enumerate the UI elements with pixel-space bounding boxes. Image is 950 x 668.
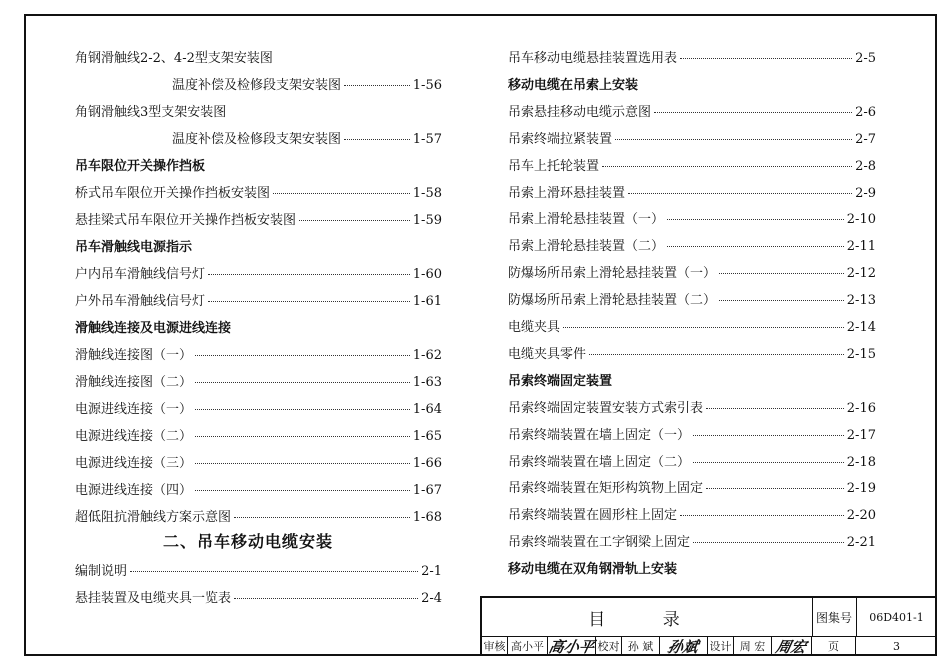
toc-entry	[508, 155, 876, 174]
toc-entry	[508, 101, 876, 120]
leader-dots	[234, 598, 418, 599]
toc-entry	[75, 209, 442, 228]
toc-entry-title: 电源进线连接（二）	[75, 429, 193, 444]
toc-entry-title: 温度补偿及检修段支架安装图	[172, 132, 342, 147]
toc-entry	[508, 477, 876, 496]
toc-entry	[75, 479, 442, 498]
leader-dots	[706, 408, 844, 409]
toc-entry-title: 悬挂装置及电缆夹具一览表	[75, 591, 232, 606]
toc-entry	[75, 263, 442, 282]
toc-entry	[508, 451, 876, 470]
section-heading: 吊车滑触线电源指示	[75, 240, 193, 255]
toc-entry-page: 1-61	[412, 294, 442, 309]
toc-entry-page: 2-8	[855, 158, 876, 174]
toc-entry-page: 2-6	[855, 104, 876, 120]
leader-dots	[195, 409, 410, 410]
leader-dots	[195, 382, 410, 383]
design-label: 设计	[708, 636, 734, 656]
leader-dots	[602, 166, 852, 167]
toc-entry	[508, 182, 876, 201]
toc-entry	[172, 74, 442, 93]
toc-entry	[75, 290, 442, 309]
toc-entry-page: 2-14	[846, 320, 876, 335]
title-block-top-row	[482, 598, 937, 637]
toc-entry-title: 吊车移动电缆悬挂装置选用表	[508, 51, 678, 66]
toc-entry-page: 1-66	[412, 456, 442, 471]
leader-dots	[195, 355, 410, 356]
leader-dots	[680, 58, 852, 59]
toc-entry-page: 2-20	[846, 508, 876, 524]
toc-entry-page: 2-18	[846, 454, 876, 470]
toc-entry-title: 吊索上滑轮悬挂装置（二）	[508, 239, 665, 255]
leader-dots	[273, 193, 410, 194]
reviewer-signature	[548, 636, 596, 656]
toc-entry-title: 户外吊车滑触线信号灯	[75, 294, 206, 309]
toc-entry	[75, 398, 442, 417]
toc-entry-title: 电缆夹具零件	[508, 346, 587, 362]
leader-dots	[563, 327, 844, 328]
leader-dots	[693, 542, 844, 543]
page-number: 3	[893, 639, 900, 653]
toc-entry-title: 防爆场所吊索上滑轮悬挂装置（二）	[508, 293, 717, 309]
checker-name: 孙 斌	[622, 636, 660, 656]
leader-dots	[719, 273, 844, 274]
toc-entry-title: 电源进线连接（四）	[75, 483, 193, 498]
toc-entry-title: 编制说明	[75, 564, 128, 579]
toc-entry	[172, 128, 442, 147]
leader-dots	[680, 515, 844, 516]
section-heading: 移动电缆在双角钢滑轨上安装	[508, 562, 678, 578]
toc-entry-title: 防爆场所吊索上滑轮悬挂装置（一）	[508, 266, 717, 282]
check-label: 校对	[596, 636, 622, 656]
toc-entry	[508, 424, 876, 443]
toc-entry-page: 1-60	[412, 267, 442, 282]
toc-entry-page: 2-11	[846, 239, 876, 255]
designer-signature	[772, 636, 812, 656]
leader-dots	[667, 246, 844, 247]
toc-entry-page: 2-10	[846, 212, 876, 228]
toc-entry-title: 滑触线连接图（一）	[75, 348, 193, 363]
atlas-number: 06D401-1	[869, 610, 924, 624]
leader-dots	[654, 112, 852, 113]
leader-dots	[299, 220, 410, 221]
toc-entry-title: 电源进线连接（三）	[75, 456, 193, 471]
reviewer-signature-text: 高小平	[546, 637, 596, 656]
toc-entry	[508, 262, 876, 281]
toc-entry-title: 桥式吊车限位开关操作挡板安装图	[75, 186, 271, 201]
toc-entry-title: 滑触线连接图（二）	[75, 375, 193, 390]
toc-entry	[75, 506, 442, 525]
toc-entry	[75, 371, 442, 390]
toc-entry-page: 1-68	[412, 510, 442, 525]
toc-entry-page: 2-7	[855, 131, 876, 147]
toc-entry-title: 吊索上滑环悬挂装置	[508, 185, 626, 201]
toc-entry-page: 1-64	[412, 402, 442, 417]
section-heading: 滑触线连接及电源进线连接	[75, 321, 232, 336]
toc-entry-page: 2-4	[421, 591, 442, 606]
toc-entry-title: 吊索悬挂移动电缆示意图	[508, 104, 652, 120]
toc-entry-page: 2-19	[846, 481, 876, 497]
toc-entry-title: 吊索终端装置在墙上固定（二）	[508, 454, 691, 470]
toc-entry	[508, 235, 876, 254]
toc-entry	[508, 47, 876, 66]
leader-dots	[195, 490, 410, 491]
review-label: 审核	[482, 636, 508, 656]
toc-entry-title: 户内吊车滑触线信号灯	[75, 267, 206, 282]
checker-signature	[660, 636, 708, 656]
toc-entry-page: 2-15	[846, 346, 876, 362]
toc-entry-page: 2-13	[846, 293, 876, 309]
toc-entry-title: 温度补偿及检修段支架安装图	[172, 78, 342, 93]
toc-entry-title: 吊索终端拉紧装置	[508, 131, 613, 147]
toc-entry-title: 吊索终端装置在工字钢梁上固定	[508, 535, 691, 551]
toc-entry-page: 1-57	[412, 132, 442, 147]
leader-dots	[195, 463, 410, 464]
drawing-title: 目 录	[482, 598, 813, 636]
toc-entry-page: 1-67	[412, 483, 442, 498]
leader-dots	[589, 354, 844, 355]
leader-dots	[693, 462, 844, 463]
toc-entry	[75, 425, 442, 444]
page-label: 页	[812, 636, 856, 656]
toc-entry	[508, 343, 876, 362]
toc-entry-title: 吊索上滑轮悬挂装置（一）	[508, 212, 665, 228]
leader-dots	[693, 435, 844, 436]
leader-dots	[344, 139, 410, 140]
toc-entry-page: 2-5	[855, 51, 876, 66]
toc-entry	[75, 560, 442, 579]
leader-dots	[615, 139, 852, 140]
atlas-number-label: 图集号	[812, 598, 857, 636]
leader-dots	[706, 488, 844, 489]
toc-entry	[75, 452, 442, 471]
toc-entry	[508, 531, 876, 550]
leader-dots	[719, 300, 844, 301]
section-heading: 吊车限位开关操作挡板	[75, 159, 206, 174]
leader-dots	[208, 274, 410, 275]
toc-entry-page: 1-58	[412, 186, 442, 201]
toc-entry	[75, 587, 442, 606]
toc-entry-page: 2-21	[846, 535, 876, 551]
toc-entry-title: 电源进线连接（一）	[75, 402, 193, 417]
toc-entry	[75, 182, 442, 201]
part-heading: 二、吊车移动电缆安装	[163, 532, 334, 551]
toc-entry	[75, 344, 442, 363]
reviewer-name: 高小平	[508, 636, 548, 656]
designer-name: 周 宏	[734, 636, 772, 656]
toc-entry	[508, 289, 876, 308]
toc-entry-page: 2-16	[846, 400, 876, 416]
toc-entry-page: 1-65	[412, 429, 442, 444]
designer-signature-text: 周宏	[774, 637, 809, 656]
toc-entry-title: 超低阻抗滑触线方案示意图	[75, 510, 232, 525]
toc-entry	[508, 128, 876, 147]
toc-entry	[508, 316, 876, 335]
toc-entry	[508, 208, 876, 227]
toc-plain-line: 角钢滑触线2-2、4-2型支架安装图	[75, 51, 273, 66]
toc-entry	[508, 397, 876, 416]
leader-dots	[628, 193, 852, 194]
toc-entry-page: 2-9	[855, 185, 876, 201]
toc-entry-title: 吊车上托轮装置	[508, 158, 600, 174]
toc-entry-title: 吊索终端固定装置安装方式索引表	[508, 400, 704, 416]
toc-entry-title: 吊索终端装置在矩形构筑物上固定	[508, 481, 704, 497]
toc-entry-page: 1-63	[412, 375, 442, 390]
toc-entry-title: 电缆夹具	[508, 320, 561, 335]
checker-signature-text: 孙斌	[666, 637, 701, 656]
toc-entry-title: 悬挂梁式吊车限位开关操作挡板安装图	[75, 213, 297, 228]
section-heading: 移动电缆在吊索上安装	[508, 77, 639, 93]
leader-dots	[130, 571, 418, 572]
leader-dots	[344, 85, 410, 86]
toc-entry-page: 1-59	[412, 213, 442, 228]
toc-entry-page: 1-62	[412, 348, 442, 363]
toc-entry-title: 吊索终端装置在墙上固定（一）	[508, 427, 691, 443]
toc-entry-page: 2-1	[421, 564, 442, 579]
title-block	[480, 596, 937, 656]
toc-entry-page: 2-17	[846, 427, 876, 443]
leader-dots	[234, 517, 410, 518]
toc-entry-page: 1-56	[412, 78, 442, 93]
leader-dots	[195, 436, 410, 437]
leader-dots	[208, 301, 410, 302]
section-heading: 吊索终端固定装置	[508, 373, 613, 389]
toc-entry-title: 吊索终端装置在圆形柱上固定	[508, 508, 678, 524]
toc-entry-page: 2-12	[846, 266, 876, 282]
toc-entry	[508, 504, 876, 523]
leader-dots	[667, 219, 844, 220]
toc-plain-line: 角钢滑触线3型支架安装图	[75, 105, 227, 120]
